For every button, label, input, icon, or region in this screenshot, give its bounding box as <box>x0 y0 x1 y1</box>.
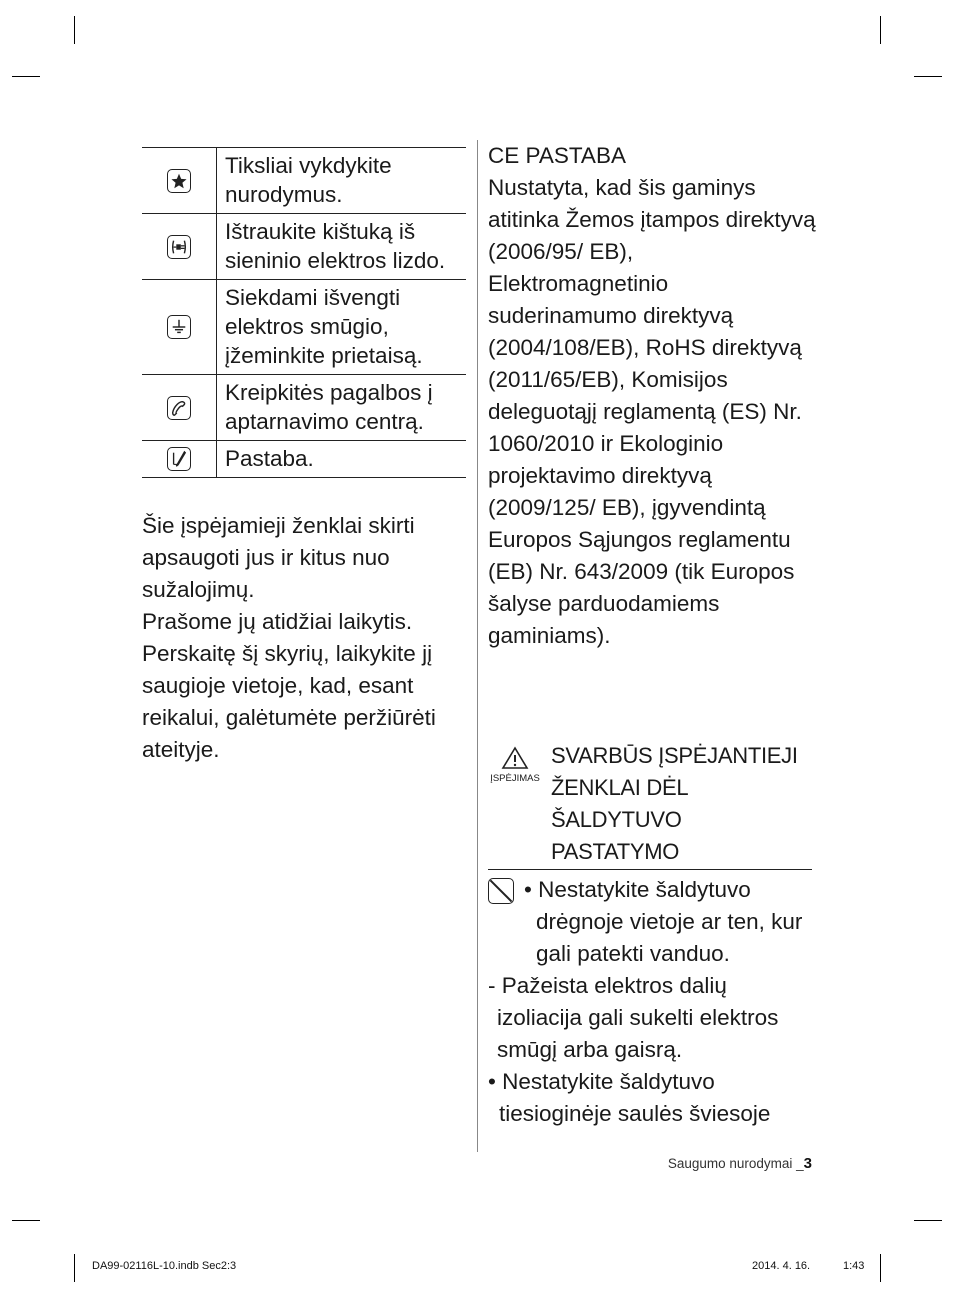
legend-icon-cell <box>142 441 217 477</box>
legend-row <box>142 148 466 214</box>
legend-text: Ištraukite kištuką iš sieninio elektros lizdo. <box>225 219 446 273</box>
unplug-icon <box>167 235 191 259</box>
warning-badge <box>488 746 542 784</box>
safety-intro-text <box>142 510 462 766</box>
star-icon <box>167 169 191 193</box>
warning-label: ĮSPĖJIMAS <box>490 773 540 784</box>
heading-rule <box>488 869 812 870</box>
legend-row <box>142 280 466 375</box>
page-number: 3 <box>803 1155 812 1172</box>
symbol-legend-table <box>142 147 466 478</box>
crop-mark <box>880 16 881 44</box>
list-item <box>488 970 818 1066</box>
legend-text: Siekdami išvengti elektros smūgio, įžeminkite prietaisą. <box>225 285 423 368</box>
warning-list <box>488 874 818 1130</box>
ce-notice-body: Nustatyta, kad šis gaminys atitinka Žemos įtampos direktyvą (2006/95/ EB), Elektromagnetinio suderinamumo direktyvą (2004/108/EB), RoHS direktyvą (2011/65/EB), Komisijos deleguotąjį reglamentą (ES) Nr. 1060/2010 ir Ekologinio projektavimo direktyvą (2009/125/ EB), įgyvendintą Europos Sąjungos reglamentu (EB) Nr. 643/2009 (tik Europos šalyse parduodamiems gaminiams). <box>488 175 816 648</box>
list-item-first-line: • Nestatykite šaldytuvo <box>524 877 751 902</box>
list-item-text: Nestatykite šaldytuvo <box>538 877 751 902</box>
legend-text: Tiksliai vykdykite nurodymus. <box>225 153 392 207</box>
print-time: 1:43 <box>843 1260 865 1272</box>
crop-mark <box>914 76 942 77</box>
crop-mark <box>12 1220 40 1221</box>
list-item <box>488 874 818 970</box>
ce-notice-title: CE PASTABA <box>488 143 626 168</box>
intro-paragraph: Šie įspėjamieji ženklai skirti apsaugoti jus ir kitus nuo sužalojimų. <box>142 513 415 602</box>
prohibited-icon <box>488 878 514 904</box>
note-icon <box>167 447 191 471</box>
list-item-text: drėgnoje vietoje ar ten, kur gali patekti vanduo. <box>536 909 803 966</box>
legend-text: Pastaba. <box>225 446 314 471</box>
legend-text: Kreipkitės pagalbos į aptarnavimo centrą. <box>225 380 433 434</box>
list-item <box>488 1066 818 1130</box>
warning-triangle-icon <box>501 746 529 770</box>
warning-title: SVARBŪS ĮSPĖJANTIEJI ŽENKLAI DĖL ŠALDYTUVO PASTATYMO <box>551 743 798 864</box>
prohibited-icon-wrap <box>488 878 514 904</box>
column-divider <box>477 140 478 1152</box>
legend-icon-cell <box>142 280 217 374</box>
legend-row <box>142 375 466 441</box>
list-item-text: tiesioginėje saulės šviesoje <box>499 1101 771 1126</box>
legend-icon-cell <box>142 148 217 213</box>
crop-mark <box>74 1254 75 1282</box>
list-item-text: izoliacija gali sukelti elektros smūgį arba gaisrą. <box>497 1005 779 1062</box>
crop-mark <box>74 16 75 44</box>
ce-notice <box>488 140 818 652</box>
legend-row <box>142 214 466 280</box>
legend-row <box>142 441 466 478</box>
section-name: Saugumo nurodymai _ <box>667 1156 804 1171</box>
print-date: 2014. 4. 16. <box>752 1260 811 1272</box>
phone-icon <box>167 396 191 420</box>
crop-mark <box>914 1220 942 1221</box>
list-item-text: - Pažeista elektros dalių <box>488 973 727 998</box>
legend-icon-cell <box>142 214 217 279</box>
crop-mark <box>12 76 40 77</box>
intro-paragraph: Perskaitę šį skyrių, laikykite jį saugioje vietoje, kad, esant reikalui, galėtumėte peržiūrėti ateityje. <box>142 641 436 762</box>
crop-mark <box>880 1254 881 1282</box>
file-info: DA99-02116L-10.indb Sec2:3 <box>92 1260 237 1272</box>
page-footer <box>668 1155 812 1172</box>
warning-section-heading <box>488 740 812 870</box>
intro-paragraph: Prašome jų atidžiai laikytis. <box>142 609 413 634</box>
list-item-text: • Nestatykite šaldytuvo <box>488 1069 715 1094</box>
legend-icon-cell <box>142 375 217 440</box>
ground-icon <box>167 315 191 339</box>
